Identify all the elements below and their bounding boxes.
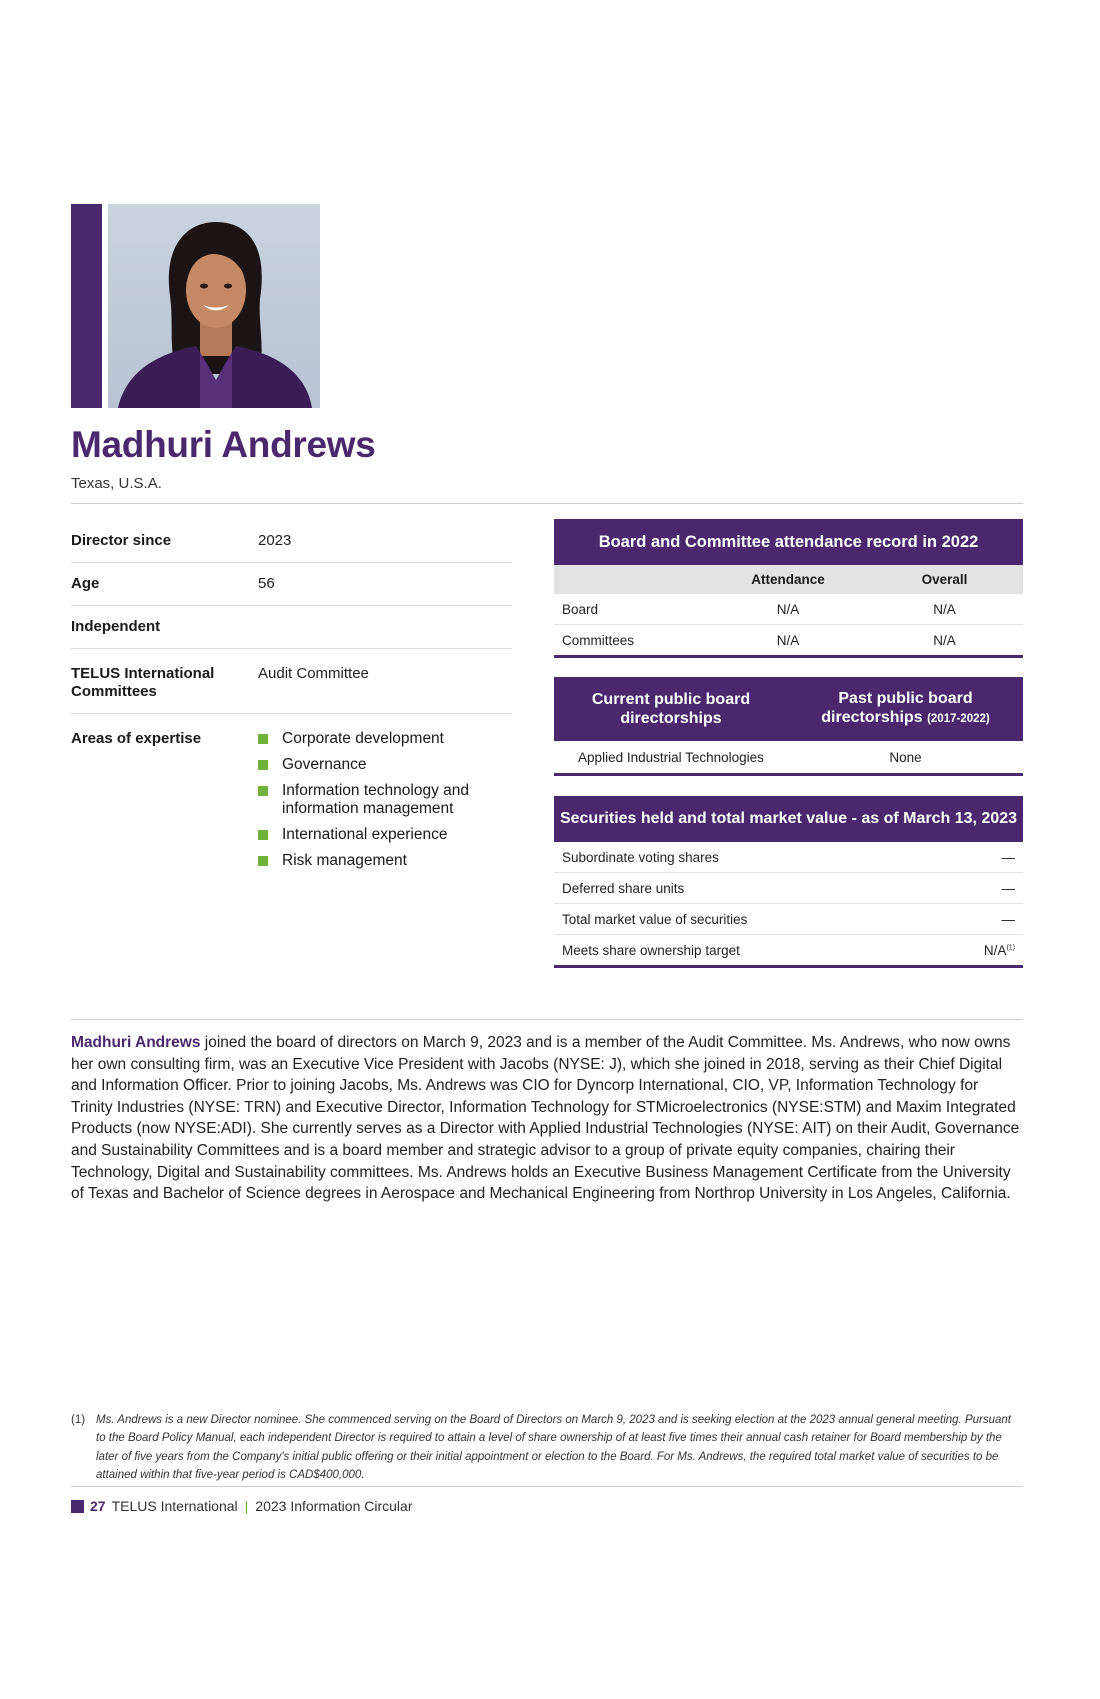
current-directorships-header: Current public board directorships	[591, 691, 751, 727]
photo-accent-bar	[71, 204, 102, 408]
green-square-bullet-icon	[258, 830, 268, 840]
expertise-item-label: Corporate development	[282, 730, 444, 747]
purple-square-icon	[71, 1500, 84, 1513]
attendance-title: Board and Committee attendance record in 2022	[554, 519, 1023, 565]
attendance-table	[554, 519, 1023, 658]
row-value: —	[1001, 880, 1015, 896]
past-directorships-years: (2017-2022)	[927, 713, 990, 725]
row-label: Deferred share units	[562, 880, 685, 896]
divider	[71, 1486, 1023, 1487]
expertise-row	[71, 714, 512, 890]
bio-name: Madhuri Andrews	[71, 1034, 201, 1051]
age-label: Age	[71, 575, 100, 592]
divider	[71, 503, 1023, 504]
table-bottom-rule	[554, 965, 1023, 968]
table-row	[554, 873, 1023, 904]
director-location: Texas, U.S.A.	[71, 475, 162, 492]
expertise-item-label: International experience	[282, 826, 448, 843]
list-item	[258, 782, 512, 818]
row-label: Board	[562, 601, 599, 617]
list-item	[258, 826, 512, 844]
director-since-value: 2023	[258, 532, 292, 549]
row-label: Total market value of securities	[562, 911, 748, 927]
past-directorships-header	[788, 689, 1023, 729]
securities-table	[554, 796, 1023, 968]
page-number: 27	[90, 1498, 106, 1514]
table-row	[554, 625, 1023, 655]
current-directorships-value: Applied Industrial Technologies	[578, 749, 764, 765]
table-row	[554, 741, 1023, 773]
attendance-column-header: Attendance	[751, 572, 825, 587]
row-label: Meets share ownership target	[562, 942, 740, 958]
expertise-item-label: Governance	[282, 756, 367, 773]
expertise-list	[258, 730, 512, 870]
securities-title: Securities held and total market value - as of March 13, 2023	[554, 796, 1023, 842]
expertise-item-label: Risk management	[282, 852, 407, 869]
row-label: Subordinate voting shares	[562, 849, 719, 865]
expertise-value	[258, 730, 512, 878]
attendance-header-row	[554, 565, 1023, 594]
green-square-bullet-icon	[258, 734, 268, 744]
row-value: —	[1001, 911, 1015, 927]
overall-value: N/A	[933, 601, 956, 617]
row-value	[984, 943, 1023, 958]
table-row	[554, 842, 1023, 873]
row-label: Committees	[562, 632, 635, 648]
director-portrait-illustration	[108, 204, 320, 408]
independent-label: Independent	[71, 618, 161, 635]
ownership-target-value: N/A	[983, 942, 1007, 958]
director-since-label: Director since	[71, 532, 172, 549]
footer-separator: |	[244, 1498, 249, 1514]
table-row	[554, 935, 1023, 965]
green-square-bullet-icon	[258, 786, 268, 796]
bio-text: joined the board of directors on March 9, 2023 and is a member of the Audit Committee. Ms. Andrews, who now owns her own consulting firm, was an Executive Vice President with Jacobs (NYSE: J), which she joined in 2018, serving as their Chief Digital and Information Officer. Prior to joining Jacobs, Ms. Andrews was CIO for Dyncorp International, CIO, VP, Information Technology for Trinity Industries (NYSE: TRN) and Executive Director, Information Technology for STMicroelectronics (NYSE:STM) and Maxim Integrated Products (now NYSE:ADI). She currently serves as a Director with Applied Industrial Technologies (NYSE: AIT) on their Audit, Governance and Sustainability Committees and is a board member and strategic advisor to a group of private equity companies, chairing their Technology, Digital and Sustainability committees. Ms. Andrews holds an Executive Business Management Certificate from the University of Texas and Bachelor of Science degrees in Aerospace and Mechanical Engineering from Northrop University in Los Angeles, California.	[71, 1034, 1020, 1203]
table-row	[554, 904, 1023, 935]
director-name: Madhuri Andrews	[71, 424, 376, 465]
row-value: —	[1001, 849, 1015, 865]
attendance-value: N/A	[776, 632, 800, 648]
past-directorships-value: None	[889, 749, 922, 765]
expertise-item-label: Information technology and information management	[282, 782, 469, 817]
table-row	[554, 594, 1023, 625]
committees-label: TELUS International Committees	[71, 665, 215, 700]
overall-column-header: Overall	[921, 572, 968, 587]
expertise-label: Areas of expertise	[71, 730, 202, 747]
list-item	[258, 730, 512, 748]
independent-value	[258, 618, 512, 636]
director-biography	[71, 1032, 1023, 1205]
footer-document: 2023 Information Circular	[255, 1498, 413, 1514]
attendance-value: N/A	[776, 601, 800, 617]
green-square-bullet-icon	[258, 856, 268, 866]
past-directorships-header-text: Past public board directorships	[821, 690, 973, 726]
committees-value: Audit Committee	[258, 665, 369, 682]
footnote	[71, 1411, 1023, 1485]
footnote-marker: (1)	[71, 1414, 86, 1426]
age-row	[71, 563, 512, 606]
director-info	[71, 520, 512, 890]
overall-value: N/A	[933, 632, 956, 648]
footer-company: TELUS International	[111, 1498, 238, 1514]
table-bottom-rule	[554, 773, 1023, 776]
page-footer	[71, 1498, 412, 1514]
independent-row	[71, 606, 512, 649]
committees-row	[71, 649, 512, 714]
footnote-reference[interactable]: (1)	[1006, 944, 1015, 951]
green-square-bullet-icon	[258, 760, 268, 770]
directorships-header-row	[554, 677, 1023, 741]
director-since-row	[71, 520, 512, 563]
list-item	[258, 852, 512, 870]
director-photo	[108, 204, 320, 408]
list-item	[258, 756, 512, 774]
footnote-text: Ms. Andrews is a new Director nominee. She commenced serving on the Board of Directors on March 9, 2023 and is seeking election at the 2023 annual general meeting. Pursuant to the Board Policy Manual, each independent Director is required to attain a level of share ownership of at least five times their annual cash retainer for Board membership by the later of five years from the Company's initial public offering or their initial appointment or election to the Board. For Ms. Andrews, the required total market value of securities to be attained within that five-year period is CAD$400,000.	[96, 1414, 1011, 1482]
directorships-table	[554, 677, 1023, 776]
table-bottom-rule	[554, 655, 1023, 658]
divider	[71, 1019, 1023, 1020]
age-value: 56	[258, 575, 275, 592]
